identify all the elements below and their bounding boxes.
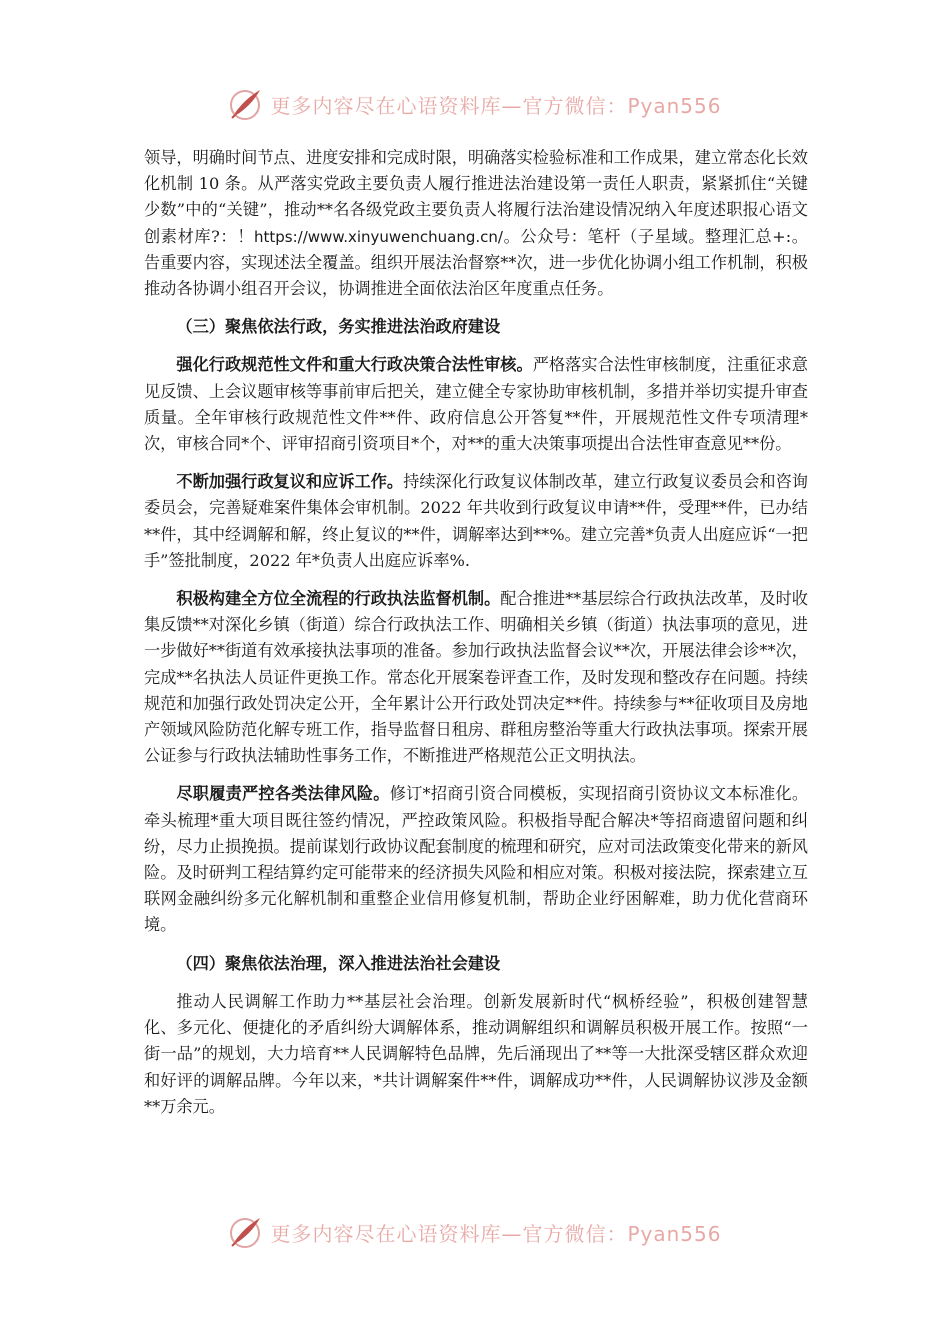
- paragraph-lead: 尽职履责严控各类法律风险。: [176, 784, 390, 804]
- paragraph-text: 推动人民调解工作助力**基层社会治理。创新发展新时代“枫桥经验”，积极创建智慧化、多元化、便捷化的矛盾纠纷大调解体系，推动调解组织和调解员积极开展工作。按照“一街一品”的规划，大力培育**人民调解特色品牌，先后涌现出了**等一大批深受辖区群众欢迎和好评的调解品牌。今年以来，*共计调解案件**件，调解成功**件，人民调解协议涉及金额**万余元。: [144, 991, 808, 1116]
- section-heading-3: （三）聚焦依法行政，务实推进法治政府建设: [176, 317, 501, 337]
- paragraph-enforcement-supervision: [144, 586, 808, 769]
- paragraph-lead: 强化行政规范性文件和重大行政决策合法性审核。: [176, 355, 533, 375]
- paragraph-legal-risk: [144, 781, 808, 938]
- watermark-text: 更多内容尽在心语资料库—官方微信：Pyan556: [270, 1221, 722, 1246]
- document-body: [144, 145, 808, 1120]
- watermark-footer: [0, 1212, 950, 1252]
- paragraph-text: 严格落实合法性审核制度，注重征求意见反馈、上会议题审核等事前审后把关，建立健全专家协助审核机制，多措并举切实提升审查质量。全年审核行政规范性文件**件、政府信息公开答复**件，开展规范性文件专项清理*次，审核合同*个、评审招商引资项目*个，对**的重大决策事项提出合法性审查意见**份。: [144, 355, 808, 454]
- quill-logo-icon: [228, 1214, 264, 1250]
- paragraph-continued: [144, 145, 808, 302]
- paragraph-lead: 积极构建全方位全流程的行政执法监督机制。: [176, 589, 501, 609]
- paragraph-text: 配合推进**基层综合行政执法改革，及时收集反馈**对深化乡镇（街道）综合行政执法工作、明确相关乡镇（街道）执法事项的意见，进一步做好**街道有效承接执法事项的准备。参加行政执法监督会议**次，开展法律会诊**次，完成**名执法人员证件更换工作。常态化开展案卷评查工作，及时发现和整改存在问题。持续规范和加强行政处罚决定公开，全年累计公开行政处罚决定**件。持续参与**征收项目及房地产领域风险防范化解专班工作，指导监督日租房、群租房整治等重大行政执法事项。探索开展公证参与行政执法辅助性事务工作，不断推进严格规范公正文明执法。: [144, 589, 808, 766]
- watermark-header: [0, 84, 950, 124]
- watermark-text: 更多内容尽在心语资料库—官方微信：Pyan556: [270, 93, 722, 118]
- url-text: https://www.xinyuwenchuang.cn/: [254, 227, 503, 246]
- paragraph-text: 修订*招商引资合同模板，实现招商引资协议文本标准化。牵头梳理*重大项目既往签约情况，严控政策风险。积极指导配合解决*等招商遗留问题和纠纷，尽力止损挽损。提前谋划行政协议配套制度的梳理和研究，应对司法政策变化带来的新风险。及时研判工程结算约定可能带来的经济损失风险和相应对策。积极对接法院，探索建立互联网金融纠纷多元化解机制和重整企业信用修复机制，帮助企业纾困解难，助力优化营商环境。: [144, 784, 809, 935]
- paragraph-normative-review: [144, 352, 808, 457]
- paragraph-reconsideration: [144, 469, 808, 574]
- paragraph-lead: 不断加强行政复议和应诉工作。: [176, 472, 404, 492]
- paragraph-text: 持续深化行政复议体制改革，建立行政复议委员会和咨询委员会，完善疑难案件集体会审机制。2022 年共收到行政复议申请**件，受理**件，已办结**件，其中经调解和解，终止复议的**件，调解率达到**%。建立完善*负责人出庭应诉“一把手”签批制度，2022 年*负责人出庭应诉率%.: [144, 472, 808, 570]
- paragraph-text: 领导，明确时间节点、进度安排和完成时限，明确落实检验标准和工作成果，建立常态化长效化机制 10 条。从严落实党政主要负责人履行推进法治建设第一责任人职责，紧紧抓住“关键少数”中的“关键”，推动**名各级党政主要负责人将履行法治建设情况纳入年度述职报心语文创素材库?：！: [144, 148, 808, 246]
- section-heading-4: （四）聚焦依法治理，深入推进法治社会建设: [176, 953, 501, 973]
- paragraph-text: 。公众号：笔杆（子星域。整理汇总+:。告重要内容，实现述法全覆盖。组织开展法治督察**次，进一步优化协调小组工作机制，积极推动各协调小组召开会议，协调推进全面依法治区年度重点任务。: [144, 226, 808, 299]
- quill-logo-icon: [228, 86, 264, 122]
- paragraph-mediation: [144, 989, 808, 1120]
